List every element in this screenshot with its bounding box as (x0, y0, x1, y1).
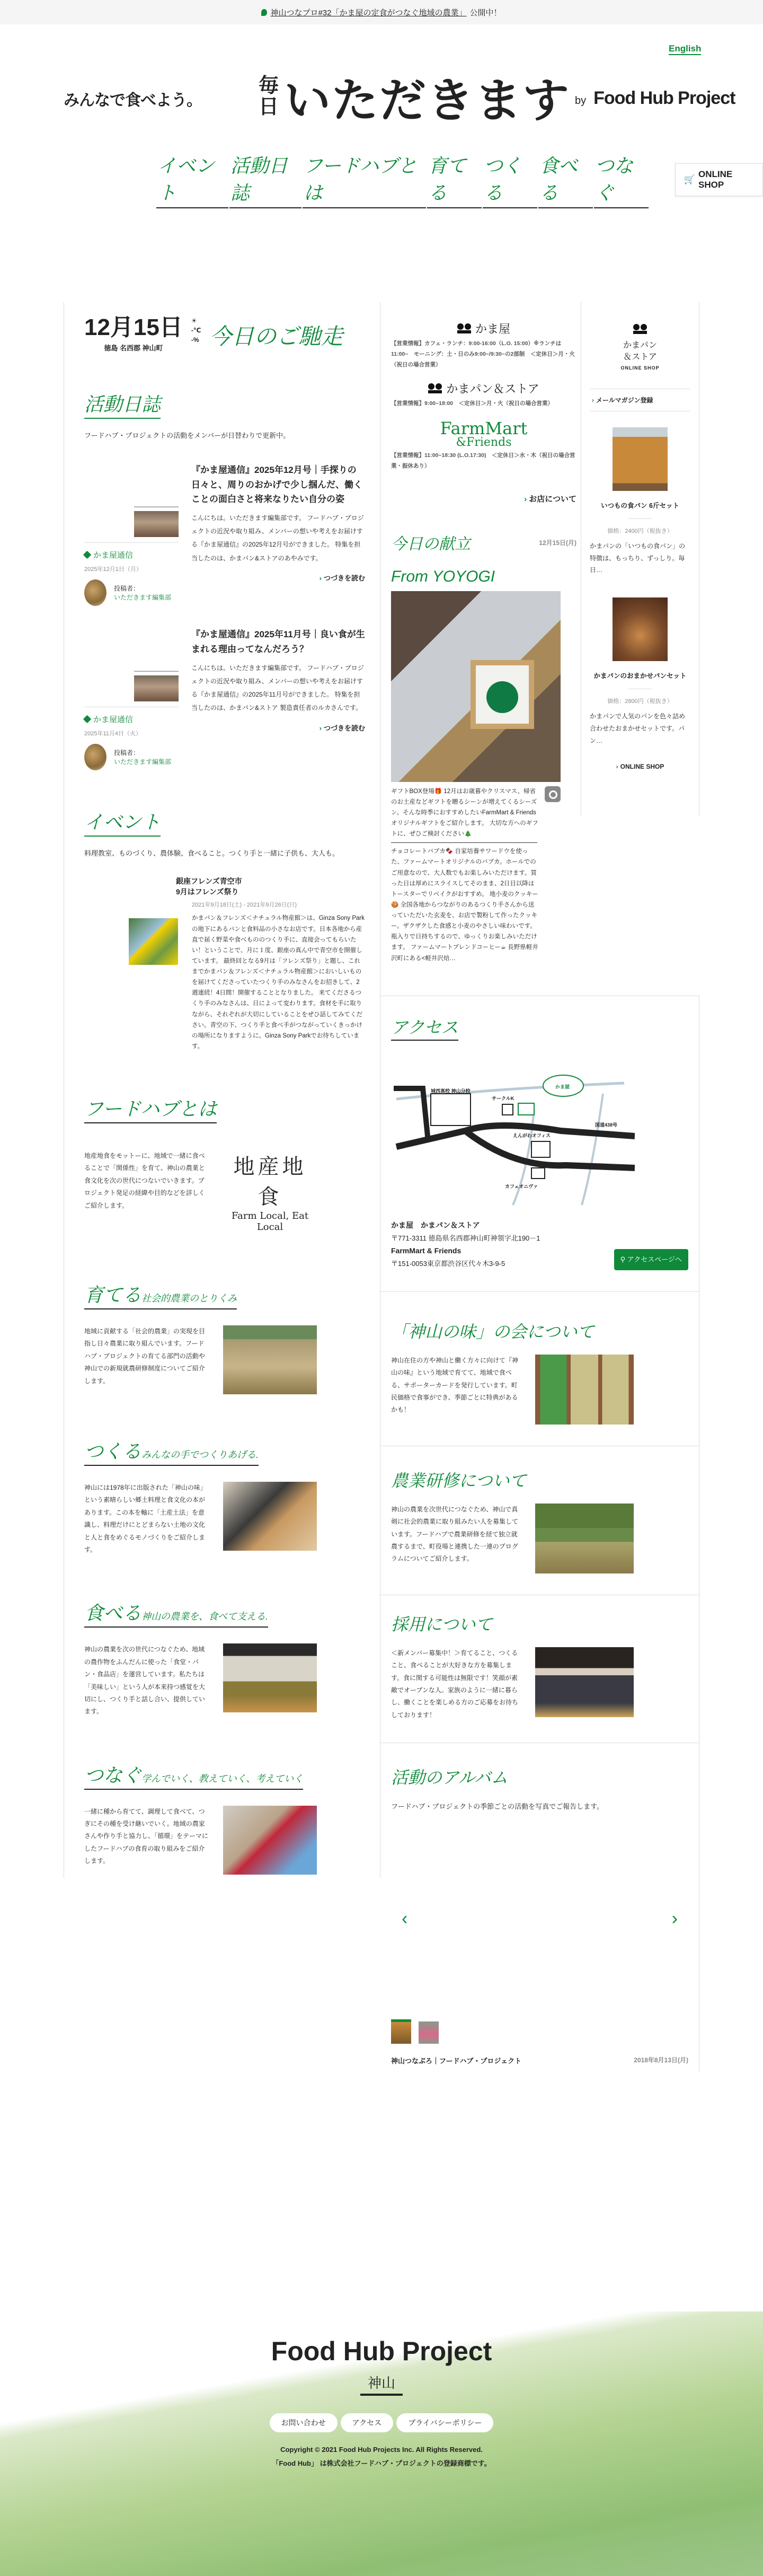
diary-desc: フードハブ・プロジェクトの活動をメンバーが日替わりで更新中。 (84, 432, 290, 439)
tag-label: かま屋通信 (93, 715, 134, 725)
site-footer (0, 2311, 763, 2576)
author-link[interactable]: いただきます編集部 (114, 593, 172, 601)
product-name: いつもの食パン 6斤セット (601, 502, 679, 509)
address-block (391, 1219, 688, 1270)
avatar (84, 744, 107, 770)
pillar-main: つくる (84, 1440, 142, 1462)
tag-icon (83, 715, 92, 724)
newsletter-link[interactable] (590, 389, 690, 411)
about-heading[interactable]: フードハブとは (84, 1094, 217, 1123)
tagline: みんなで食べよう。 (64, 92, 202, 109)
food-education-photo[interactable] (223, 1806, 317, 1875)
article-thumbnail[interactable] (134, 664, 179, 701)
footer-title: Food Hub Project (271, 2336, 492, 2366)
album-thumbnail[interactable] (391, 2019, 411, 2044)
album-thumbnail[interactable] (419, 2021, 439, 2044)
carousel-next-icon[interactable]: › (671, 1908, 678, 1929)
tag-icon (83, 551, 92, 559)
product-card[interactable] (590, 597, 690, 746)
events-desc: 料理教室、ものづくり、農体験、食べること。つくり手と一緒に子供も、大人も。 (84, 849, 340, 858)
about-body: 地産地食をモットーに、地域で一緒に食べることで「関係性」を育て、神山の農業と食文化を次の世代につないでいきます。プロジェクト発足の経緯や目的などを詳しくご紹介します。 (84, 1152, 205, 1209)
album-section (380, 1743, 699, 2071)
footer-contact-link[interactable]: お問い合わせ (270, 2413, 338, 2432)
motto-logo (223, 1150, 317, 1233)
kamapan-logo[interactable] (391, 380, 576, 397)
logo-title: いただきます (284, 74, 571, 127)
kamaya-icon (457, 323, 471, 333)
article-tag[interactable] (84, 714, 179, 725)
instagram-icon[interactable] (545, 786, 561, 802)
from-yoyogi: From YOYOGI (391, 567, 495, 585)
author-label: 投稿者： (114, 749, 140, 757)
team-photo[interactable] (535, 1647, 634, 1717)
article (84, 627, 365, 770)
restaurant-photo[interactable] (223, 1643, 317, 1712)
product-name: かまパンのおまかせパンセット (593, 672, 687, 680)
copyright: Copyright © 2021 Food Hub Projects Inc. All Rights Reserved. (280, 2446, 483, 2454)
pillar-body: 神山の農業を次の世代につなぐため、地域の農作物をふんだんに使った「食堂・パン・食品店」を運営しています。私たちは「美味しい」という人が本来持つ感覚を大切にし、つくり手と話し合い、提供しています。 (84, 1646, 206, 1716)
about-shops-link[interactable] (391, 493, 576, 504)
carousel-prev-icon[interactable]: ‹ (402, 1908, 408, 1929)
map-label: 城西高校 神山分校 (431, 1088, 471, 1094)
map-pin-icon: ⚲ (620, 1255, 627, 1264)
cooking-class-photo[interactable] (223, 1482, 317, 1551)
site-logo[interactable] (259, 64, 570, 130)
event-date: 2021年9月18日(土) - 2021年9月26日(日) (192, 902, 297, 909)
temperature: -℃ (191, 327, 201, 334)
shop1-name: かま屋 かまパン＆ストア (391, 1220, 480, 1229)
kamaya-hours: 【営業情報】カフェ・ランチ：9:00-16:00（L.O. 15:00）※ランチは11:00~ モーニング：土・日のみ9:00~/9:30~の2部制 ＜定休日＞月・火（祝日の場合営業） (391, 340, 575, 368)
product-image (613, 597, 668, 661)
brand-online-shop: ONLINE SHOP (620, 365, 660, 371)
event-title-line2: 9月はフレンズ祭り (176, 887, 239, 896)
gift-box-photo[interactable] (391, 591, 561, 782)
chevron-right-icon: › (319, 724, 322, 732)
online-shop-link-label: ONLINE SHOP (620, 762, 664, 770)
nav-make[interactable]: つくる (483, 151, 537, 208)
recruit-body: ＜新メンバー募集中！＞育てること、つくること、食べることが大好きな方を募集します。食に関する可能性は無限です！笑顔が素敵でオープンな人。家族のように一緒に暮らし、働くことを楽しめる方のご応募をお待ちしております！ (391, 1649, 519, 1719)
map-label: 国道438号 (595, 1122, 618, 1128)
kamaya-name: かま屋 (475, 323, 510, 336)
pillar-body: 一緒に種から育てて、調理して食べて、つぎにその種を受け継いでいく。地域の農家さんや作り手と協力し、「循環」をテーマにしたフードハブの食育の取り組みをご紹介します。 (84, 1807, 209, 1865)
event-body: かまパン＆フレンズ＜ナチュラル物産館＞は、Ginza Sony Parkの地下にあるパンと食料品の小さなお店です。日本各地から産直で届く野菜や食べもののつくり手に、直接会ってもらいたい！ということで、月に１度、銀座の真ん中で青空市を開催しています。 最終回となる9月は「フレンズ祭り」と題し、これまでかまパン＆フレンズ＜ナチュラル物産館＞においしいものを届けてくださっていたつくり手のみなさんをお招きして、2週連続！4日間！開催することとなりました。 来てくださるつくり手のみなさんは、日によって変わります。食材を手に取りながら、それぞれが大切にしていることをぜひ話してみてください。青空の下、つくり手と食べ手がつながっていくきっかけの場所になりますように。Ginza Sony Parkでお待ちしています。 (192, 915, 365, 1050)
training-body: 神山の農業を次世代につなぐため、神山で真剣に社会的農業に取り組みたい人を募集しています。フードハブで農業研修を経て独立就農するまで、町役場と連携した一連のプログラムについてご紹介します。 (391, 1505, 519, 1563)
event-image[interactable] (129, 918, 178, 965)
logo-mai: 毎 (259, 75, 279, 98)
kamapan-shop-logo[interactable] (590, 323, 690, 371)
today-date: 12月15日 (84, 314, 183, 340)
access-button-label: アクセスページへ (627, 1255, 682, 1264)
product-price: 価格：2400円（税抜き） (607, 527, 673, 534)
footer-privacy-link[interactable]: プライバシーポリシー (396, 2413, 493, 2432)
pillar-heading-make[interactable] (84, 1437, 259, 1466)
pillar-sub: 社会的農業のとりくみ (141, 1293, 237, 1304)
pillar-main: 育てる (84, 1284, 142, 1306)
pillar-sub: 学んでいく、教えていく、考えていく (141, 1773, 304, 1784)
event-title-line1: 銀座フレンズ青空市 (176, 876, 242, 885)
nav-about[interactable]: フードハブとは (303, 151, 426, 208)
read-more-link[interactable] (191, 573, 365, 583)
nav-diary[interactable]: 活動日誌 (229, 151, 301, 208)
field-photo[interactable] (535, 1504, 634, 1573)
recruit-section (380, 1595, 699, 1743)
kamapan-icon (428, 383, 442, 393)
by-label: by (575, 95, 587, 107)
avatar (84, 579, 107, 606)
product-price: 価格：2800円（税抜き） (607, 698, 673, 705)
announcement-suffix: 公開中！ (469, 8, 502, 17)
announcement-bar (0, 0, 763, 24)
nav-eat[interactable]: 食べる (538, 151, 593, 208)
middle-column (380, 302, 581, 964)
map-label: かま屋 (555, 1084, 570, 1089)
farmmart-sub: &Friends (456, 435, 512, 449)
article-excerpt: こんにちは。いただきます編集部です。 フードハブ・プロジェクトの近況や取り組み、メンバーの想いや考えをお届けする『かま屋通信』の2025年11月号ができました。 特集を担当したのは、かまパン&ストア 製造責任者のルカさんです。 (191, 664, 364, 712)
kamapan-icon (633, 324, 647, 334)
article (84, 463, 365, 606)
events-heading[interactable]: イベント (84, 807, 161, 837)
kamiyama-aji-section (380, 1291, 699, 1446)
announcement-icon (261, 9, 267, 16)
shop-info (391, 320, 576, 504)
product-desc: かまパンで人気のパンを色々詰め合わせたおまかせセットです。パン… (590, 713, 686, 744)
left-column (64, 302, 380, 1878)
tag-label: かま屋通信 (93, 551, 134, 560)
logo-nichi: 日 (259, 96, 279, 118)
recruit-heading[interactable]: 採用について (391, 1614, 493, 1634)
access-section (380, 996, 699, 1291)
brand-line2: ＆ストア (623, 351, 657, 362)
product-card[interactable] (590, 427, 690, 576)
cart-icon: 🛒 (684, 174, 696, 184)
kamapan-hours: 【営業情報】9:00~18:00 ＜定休日＞月・火（祝日の場合営業） (391, 400, 554, 407)
author-link[interactable]: いただきます編集部 (114, 758, 172, 766)
article-title[interactable]: 『かま屋通信』2025年11月号｜良い食が生まれる理由ってなんだろう？ (191, 629, 365, 654)
map-label: サークルK (492, 1095, 514, 1101)
shop1-address: 〒771-3311 徳島県名西郡神山町神領字北190－1 (391, 1234, 540, 1242)
farming-photo[interactable] (223, 1325, 317, 1394)
diary-heading[interactable]: 活動日誌 (84, 390, 161, 419)
online-shop-link[interactable] (590, 763, 690, 770)
access-page-button[interactable] (614, 1249, 689, 1270)
chevron-right-icon: › (319, 574, 322, 582)
farmmart-hours: 【営業情報】11:00~18:30 (L.O.17:30) ＜定休日＞水・木（祝日の場合営業・振休あり） (391, 452, 575, 469)
sun-icon: ☀ (191, 317, 197, 324)
album-desc: フードハブ・プロジェクトの季節ごとの活動を写真でご報告します。 (391, 1803, 604, 1811)
about-shops-label: お店について (529, 494, 576, 504)
article-thumbnail[interactable] (134, 500, 179, 537)
brand-name: Food Hub Project (593, 88, 735, 108)
footer-kamiyama: 神山 (360, 2376, 403, 2396)
training-section (380, 1446, 699, 1595)
album-date: 2018年8月13日(月) (634, 2056, 688, 2064)
read-more-label: つづきを読む (323, 574, 365, 582)
shop2-address: 〒151-0053東京都渋谷区代々木3-9-5 (391, 1260, 505, 1268)
online-shop-sidebar (581, 302, 699, 816)
article-date: 2025年12月1日（月） (84, 566, 142, 573)
chevron-right-icon: › (616, 762, 618, 770)
album-caption[interactable]: 神山つなぷろ｜フードハブ・プロジェクト (391, 2056, 522, 2065)
pillar-heading-eat[interactable] (84, 1598, 268, 1628)
nav-connect[interactable]: つなぐ (594, 151, 649, 208)
supporter-cards-photo[interactable] (535, 1355, 634, 1425)
online-shop-button[interactable] (675, 163, 763, 196)
map-label: カフェオニヴァ (505, 1183, 538, 1189)
pillar-main: つなぐ (84, 1764, 142, 1786)
pillar-body: 地域に貢献する「社会的農業」の実現を目指し日々農業に取り組んでいます。フードハブ・プロジェクトの育てる部門の活動や神山での新規就農研修制度についてご紹介します。 (84, 1327, 206, 1385)
footer-access-link[interactable]: アクセス (341, 2413, 394, 2432)
farmmart-logo[interactable] (391, 420, 576, 449)
pillar-sub: 神山の農業を、食べて支える. (141, 1611, 269, 1622)
access-heading[interactable]: アクセス (391, 1014, 458, 1041)
nav-events[interactable]: イベント (156, 151, 228, 208)
english-link[interactable]: English (669, 43, 701, 55)
farmmart-name: FarmMart (440, 418, 528, 438)
motto-en: Farm Local, Eat Local (231, 1210, 309, 1233)
pillar-main: 食べる (84, 1602, 142, 1624)
kamiyama-aji-heading[interactable]: 「神山の味」の会について (391, 1322, 595, 1341)
site-header (0, 64, 763, 127)
training-heading[interactable]: 農業研修について (391, 1471, 527, 1490)
product-image (613, 427, 668, 491)
event-item (84, 876, 365, 1052)
kamaya-logo[interactable] (391, 320, 576, 337)
read-more-link[interactable] (191, 723, 365, 733)
read-more-label: つづきを読む (323, 724, 365, 732)
map-label: えんがわオフィス (513, 1132, 551, 1138)
kamapan-name: かまパン＆ストア (446, 382, 539, 396)
rain-chance: -% (191, 336, 199, 344)
event-title[interactable] (176, 876, 365, 898)
chevron-right-icon: › (592, 396, 594, 404)
announcement-link[interactable]: 神山つなプロ#32「かま屋の定食がつなぐ地域の農業」 (270, 8, 467, 17)
access-map[interactable] (391, 1062, 635, 1210)
kamiyama-aji-body: 神山在住の方や神山と働く方々に向けて『神山の味』という地域で育てて、地域で食べる、サポーターカードを発行しています。町民価格で食事ができ、季節ごとに特典があるかも！ (391, 1356, 519, 1414)
today-location: 徳島 名西郡 神山町 (104, 344, 163, 352)
online-shop-label: ONLINE SHOP (698, 169, 733, 190)
product-desc: かまパンの「いつもの食パン」の特徴は、もっちり、ずっしり。毎日… (590, 542, 686, 574)
today-header (84, 316, 365, 353)
instagram-post-text: ギフトBOX登場🎁 12月はお歳暮やクリスマス、帰省のお土産などギフトを贈るシーンが増えてくるシーズン。そんな時季におすすめしたいFarmMart & Friendsオリジナルギフトをご紹介します。 大切な方へのギフトに、ぜひご検討ください🎄 (391, 788, 538, 838)
pillar-sub: みんなの手でつくりあげる. (141, 1449, 259, 1460)
pillar-heading-connect[interactable] (84, 1761, 303, 1790)
motto-jp: 地産地食 (233, 1155, 307, 1209)
album-heading[interactable]: 活動のアルバム (391, 1768, 508, 1788)
menu-heading: 今日の献立 (391, 535, 471, 553)
article-date: 2025年11月4日（火） (84, 731, 142, 737)
article-title[interactable]: 『かま屋通信』2025年12月号｜手探りの日々と、周りのおかげで少し掴んだ、働くことの面白さと将来なりたい自分の姿 (191, 465, 362, 504)
shop2-name: FarmMart & Friends (391, 1246, 462, 1255)
pillar-body: 神山には1978年に出版された「神山の味」という素晴らしい郷土料理と食文化の本があります。この本を軸に「土産土法」を意識し、料理だけにとどまらない土地の文化と人と食をめぐるモノづくりをご紹介します。 (84, 1484, 207, 1553)
today-title: 今日のご馳走 (209, 324, 343, 349)
pillar-heading-grow[interactable] (84, 1280, 237, 1309)
article-tag[interactable] (84, 549, 179, 560)
instagram-post-text: チョコレートバブカ🍫 自家培養サワードウを使った、ファームマートオリジナルのバブカ。ホールでのご用意なので、大人数でもお楽しみいただけます。買った日は厚めにスライスしてそのまま、2日目以降はトースターでリベイクがおすすめ。 地小麦のクッキー🍪 全国各地からつながりのあるつくり手さんから送っていただいた玄麦を、お店で製粉して作ったクッキー。ザクザクした食感と小麦のやさしい味わいです。瓶入りで日持ちするので、ゆっくりお楽しみいただけます。 ファームマートブレンドコーヒー☕ 長野県軽井沢町にある<軽井沢焙… (391, 848, 538, 962)
trademark: 「Food Hub」 は株式会社フードハブ・プロジェクトの登録商標です。 (272, 2459, 491, 2467)
main-nav (156, 151, 763, 208)
author-label: 投稿者： (114, 584, 140, 592)
nav-grow[interactable]: 育てる (427, 151, 482, 208)
article-excerpt: こんにちは。いただきます編集部です。 フードハブ・プロジェクトの近況や取り組み、メンバーの想いや考えをお届けする『かま屋通信』の2025年12月号ができました。 特集を担当したのは、かまパン&ストアのあやみです。 (191, 514, 364, 562)
brand-line1: かまパン (623, 340, 657, 350)
chevron-right-icon: › (524, 494, 527, 504)
newsletter-label: メールマガジン登録 (596, 396, 653, 404)
menu-date: 12月15日(月) (539, 539, 576, 547)
